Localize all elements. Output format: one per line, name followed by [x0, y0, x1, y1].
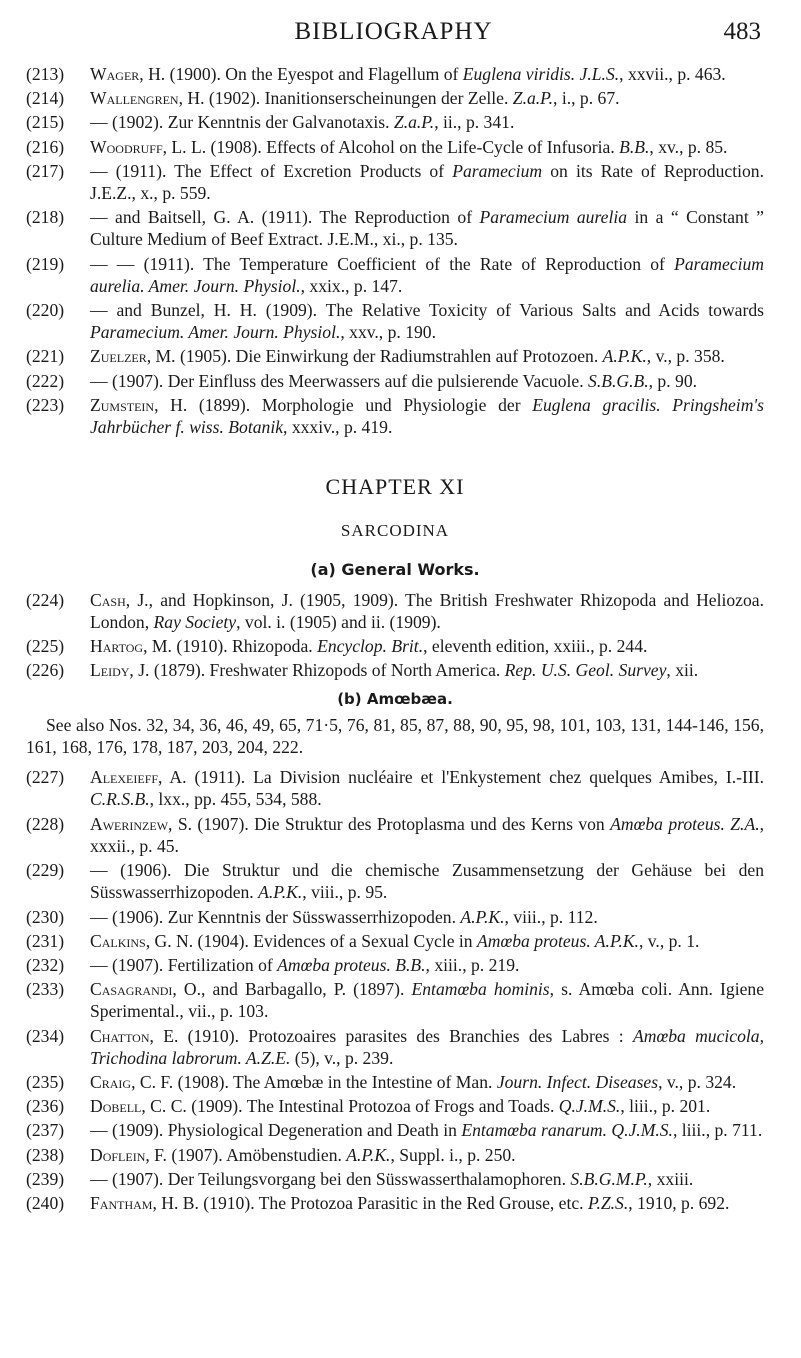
- entry-number: (225): [26, 636, 65, 657]
- bib-entry: [26, 253, 764, 297]
- entry-citation: , v., p. 1.: [638, 930, 700, 951]
- entry-title: — (1906). Zur Kenntnis der Süsswasserrhizopoden.: [90, 906, 461, 927]
- entry-number: (219): [26, 253, 65, 274]
- entry-number: (233): [26, 979, 65, 1000]
- entry-italic: S.B.G.M.P.: [570, 1168, 648, 1189]
- entry-author: Chatton, E.: [90, 1025, 179, 1046]
- entry-number: (230): [26, 906, 65, 927]
- entry-citation: , xxxii., p. 45.: [90, 813, 764, 856]
- entry-number: (236): [26, 1096, 65, 1117]
- entry-italic: Z.a.P.: [512, 88, 554, 109]
- entry-title: — and Baitsell, G. A. (1911). The Reproduction of: [90, 207, 480, 228]
- entry-citation: , viii., p. 112.: [504, 906, 598, 927]
- entry-citation: , xii.: [666, 660, 699, 681]
- entry-text: [90, 111, 764, 133]
- entry-title: (1907). Die Struktur des Protoplasma und des Kerns von: [192, 813, 611, 834]
- bib-entry: [26, 659, 764, 681]
- chapter-heading: CHAPTER XI: [325, 474, 465, 500]
- entry-citation: , xxix., p. 147.: [300, 275, 403, 296]
- entry-author: Hartog, M.: [90, 636, 172, 657]
- entry-text: [90, 370, 764, 392]
- entry-title: (1900). On the Eyespot and Flagellum of: [165, 64, 463, 84]
- entry-number: (213): [26, 64, 65, 84]
- bib-entry: [26, 906, 764, 928]
- entry-citation: , liii., p. 201.: [620, 1096, 711, 1117]
- entry-number: (234): [26, 1025, 65, 1046]
- entry-citation: , 1910, p. 692.: [628, 1192, 730, 1213]
- entry-title: (1910). Protozoaires parasites des Branchies des Labres :: [178, 1025, 633, 1046]
- bib-entry: [26, 370, 764, 392]
- bib-entry: [26, 1144, 764, 1166]
- chapter-title: SARCODINA: [340, 521, 450, 541]
- entry-title: (1910). The Protozoa Parasitic in the Red Grouse, etc.: [198, 1192, 588, 1213]
- entry-citation: , ii., p. 341.: [434, 112, 515, 133]
- entry-title: (1904). Evidences of a Sexual Cycle in: [193, 930, 478, 951]
- entry-citation: , xxv., p. 190.: [340, 322, 436, 343]
- entry-number: (218): [26, 207, 65, 228]
- entry-title: (1908). Effects of Alcohol on the Life-Cycle of Infusoria.: [206, 136, 620, 157]
- entry-number: (221): [26, 346, 65, 367]
- entry-italic: Euglena gracilis. Pringsheim's Jahrbücher f. wiss. Botanik: [90, 394, 765, 438]
- entry-number: (226): [26, 660, 65, 681]
- entry-italic: P.Z.S.: [587, 1192, 629, 1213]
- entry-author: Zumstein, H.: [90, 394, 188, 415]
- entry-text: [90, 1025, 764, 1069]
- entry-number: (215): [26, 112, 65, 133]
- entry-italic: A.P.K.: [346, 1144, 391, 1165]
- entry-number: (240): [26, 1192, 65, 1213]
- entry-title: , and Hopkinson, J. (1905, 1909). The British Freshwater Rhizopoda and Heliozoa. London,: [90, 589, 764, 633]
- entry-citation: , xxiii.: [647, 1168, 694, 1189]
- entry-text: [90, 1144, 764, 1166]
- bib-entry: [26, 299, 764, 343]
- entry-title: — (1907). Der Einfluss des Meerwassers auf die pulsierende Vacuole.: [90, 370, 589, 391]
- bib-entry: [26, 813, 764, 857]
- entry-number: (214): [26, 88, 65, 109]
- entry-italic: A.P.K.: [602, 346, 647, 367]
- entry-text: [90, 299, 764, 343]
- entry-text: [90, 1071, 764, 1093]
- see-also-note: See also Nos. 32, 34, 36, 46, 49, 65, 71·5, 76, 81, 85, 87, 88, 90, 95, 98, 101, 103, 131, 144-146, 156, 161, 168, 176, 178, 187, 203, 204, 222.: [26, 714, 764, 758]
- entry-text: [90, 1119, 764, 1141]
- bib-entry: [26, 136, 764, 158]
- entry-italic: Entamœba ranarum. Q.J.M.S.: [461, 1120, 673, 1141]
- entry-title: — (1902). Zur Kenntnis der Galvanotaxis.: [90, 112, 394, 133]
- entry-title: — and Bunzel, H. H. (1909). The Relative Toxicity of Various Salts and Acids towards: [90, 300, 764, 321]
- entry-number: (224): [26, 589, 65, 610]
- entry-text: [90, 253, 764, 297]
- bib-entry: [26, 589, 764, 633]
- entry-italic: Journ. Infect. Diseases: [496, 1071, 659, 1092]
- entry-title: (1905). Die Einwirkung der Radiumstrahlen auf Protozoen.: [175, 346, 603, 367]
- entry-number: (237): [26, 1120, 65, 1141]
- entry-italic: Amœba proteus. B.B.: [277, 954, 426, 975]
- entry-text: [90, 954, 764, 976]
- entry-title: (1910). Rhizopoda.: [171, 636, 318, 657]
- entry-number: (228): [26, 813, 65, 834]
- entry-number: (235): [26, 1071, 65, 1092]
- entry-text: [90, 1192, 764, 1214]
- entry-author: Leidy, J.: [90, 660, 150, 681]
- entry-title: — (1906). Die Struktur und die chemische Zusammensetzung der Gehäuse bei den Süsswasserrhizopoden.: [90, 860, 764, 903]
- entry-italic: Euglena viridis. J.L.S.: [462, 64, 620, 84]
- entry-italic: Rep. U.S. Geol. Survey: [504, 660, 667, 681]
- entry-italic: A.P.K.: [460, 906, 505, 927]
- entry-number: (229): [26, 860, 65, 881]
- running-title: BIBLIOGRAPHY: [294, 18, 493, 45]
- entry-citation: , viii., p. 95.: [302, 882, 388, 903]
- entry-number: (227): [26, 767, 65, 788]
- entry-author: Zuelzer, M.: [90, 346, 176, 367]
- entry-title: (1902). Inanitionserscheinungen der Zelle.: [204, 88, 513, 109]
- entry-italic: Paramecium aurelia: [479, 207, 628, 228]
- entry-number: (223): [26, 394, 65, 415]
- entry-citation: , p. 90.: [648, 370, 698, 391]
- entry-citation: , v., p. 358.: [646, 346, 725, 367]
- entry-text: [90, 930, 764, 952]
- entry-list-amoeba: [26, 766, 764, 1214]
- entry-text: [90, 589, 764, 633]
- entry-italic: S.B.G.B.: [588, 370, 649, 391]
- entry-number: (222): [26, 370, 65, 391]
- bib-entry: [26, 766, 764, 810]
- entry-author: Fantham, H. B.: [90, 1192, 199, 1213]
- entry-title: (1879). Freshwater Rhizopods of North America.: [149, 660, 505, 681]
- entry-title: (1911). La Division nucléaire et l'Enkystement chez quelques Amibes, I.-III.: [186, 767, 764, 788]
- entry-italic: A.P.K.: [258, 882, 303, 903]
- entry-title: — (1911). The Effect of Excretion Products of: [90, 160, 453, 181]
- entry-title: — (1909). Physiological Degeneration and Death in: [90, 1120, 462, 1141]
- entry-author: Wager, H.: [90, 64, 166, 84]
- entry-title: (1908). The Amœbæ in the Intestine of Man.: [173, 1071, 497, 1092]
- entry-citation: , xv., p. 85.: [649, 136, 728, 157]
- entry-citation: , vol. i. (1905) and ii. (1909).: [236, 612, 441, 633]
- entry-citation: , eleventh edition, xxiii., p. 244.: [423, 636, 648, 657]
- entry-number: (232): [26, 954, 65, 975]
- entry-text: [90, 906, 764, 928]
- entry-title: (1909). The Intestinal Protozoa of Frogs and Toads.: [186, 1096, 559, 1117]
- bib-entry: [26, 394, 764, 438]
- bib-entry: [26, 160, 764, 204]
- entry-citation: , liii., p. 711.: [672, 1120, 763, 1141]
- entry-title: — (1907). Der Teilungsvorgang bei den Süsswasserthalamophoren.: [90, 1168, 571, 1189]
- entry-author: Craig, C. F.: [90, 1071, 174, 1092]
- entry-text: [90, 859, 764, 903]
- bib-entry: [26, 1119, 764, 1141]
- bib-entry: [26, 1025, 764, 1069]
- entry-title: , and Barbagallo, P. (1897).: [201, 979, 412, 1000]
- entry-text: [90, 766, 764, 810]
- entry-author: Wallengren, H.: [90, 88, 205, 109]
- bib-entry: [26, 111, 764, 133]
- entry-italic: Q.J.M.S.: [558, 1096, 621, 1117]
- bib-entry: [26, 930, 764, 952]
- bibliography-content: [26, 63, 764, 1216]
- entry-text: [90, 813, 764, 857]
- entry-text: [90, 87, 764, 109]
- entry-text: [90, 160, 764, 204]
- bib-entry: [26, 1071, 764, 1093]
- entry-number: (239): [26, 1168, 65, 1189]
- entry-text: [90, 136, 764, 158]
- entry-citation: in a “ Constant ” Culture Medium of Beef Extract. J.E.M., xi., p. 135.: [90, 207, 764, 250]
- page-number: 483: [723, 18, 761, 45]
- bib-entry: [26, 87, 764, 109]
- entry-citation: , xxvii., p. 463.: [619, 64, 726, 84]
- entry-author: Doflein, F.: [90, 1144, 167, 1165]
- bib-entry: [26, 63, 764, 85]
- section-amoebaea: (b) Amœbæa.: [337, 689, 453, 708]
- entry-text: [90, 63, 764, 85]
- bib-entry: [26, 859, 764, 903]
- entry-number: (216): [26, 136, 65, 157]
- entry-author: Calkins, G. N.: [90, 930, 194, 951]
- bib-entry: [26, 345, 764, 367]
- entry-italic: Encyclop. Brit.: [317, 636, 424, 657]
- bib-entry: [26, 978, 764, 1022]
- entry-list-general: [26, 589, 764, 682]
- entry-italic: Ray Society: [153, 612, 237, 633]
- entry-author: Woodruff, L. L.: [90, 136, 207, 157]
- entry-italic: Amœba proteus. Z.A.: [610, 813, 760, 834]
- entry-title: — (1907). Fertilization of: [90, 954, 278, 975]
- bib-entry: [26, 1095, 764, 1117]
- entry-citation: , v., p. 324.: [658, 1071, 737, 1092]
- entry-italic: Entamœba hominis: [411, 979, 550, 1000]
- entry-italic: Amœba proteus. A.P.K.: [477, 930, 639, 951]
- entry-text: [90, 635, 764, 657]
- entry-italic: B.B.: [619, 136, 650, 157]
- entry-italic: Paramecium aurelia. Amer. Journ. Physiol.: [90, 253, 764, 296]
- entry-citation: , lxx., pp. 455, 534, 588.: [149, 789, 322, 810]
- bib-entry: [26, 206, 764, 250]
- entry-text: [90, 978, 764, 1022]
- entry-citation: , i., p. 67.: [553, 88, 620, 109]
- entry-italic: Paramecium. Amer. Journ. Physiol.: [90, 322, 341, 343]
- running-header: [26, 16, 761, 52]
- entry-text: [90, 345, 764, 367]
- entry-text: [90, 659, 764, 681]
- entry-text: [90, 1095, 764, 1117]
- bib-entry: [26, 635, 764, 657]
- entry-author: Casagrandi, O.: [90, 979, 202, 1000]
- entry-citation: , xiii., p. 219.: [425, 954, 520, 975]
- entry-citation: , s. Amœba coli. Ann. Igiene Sperimental., vii., p. 103.: [90, 979, 764, 1022]
- entry-title: — — (1911). The Temperature Coefficient of the Rate of Reproduction of: [90, 253, 675, 274]
- entry-citation: on its Rate of Reproduction. J.E.Z., x., p. 559.: [90, 160, 765, 204]
- entry-text: [90, 1168, 764, 1190]
- entry-citation: , Suppl. i., p. 250.: [390, 1144, 516, 1165]
- entry-list-top: [26, 63, 764, 438]
- entry-italic: Z.a.P.: [393, 112, 435, 133]
- entry-author: Awerinzew, S.: [90, 813, 193, 834]
- entry-italic: Amœba mucicola, Trichodina labrorum. A.Z.E.: [90, 1025, 764, 1068]
- entry-number: (231): [26, 930, 65, 951]
- entry-number: (220): [26, 300, 65, 321]
- bib-entry: [26, 1192, 764, 1214]
- entry-citation: (5), v., p. 239.: [290, 1047, 394, 1068]
- entry-number: (217): [26, 160, 65, 181]
- bib-entry: [26, 954, 764, 976]
- entry-italic: C.R.S.B.: [90, 789, 150, 810]
- entry-italic: Paramecium: [452, 160, 543, 181]
- entry-author: Alexeieff, A.: [90, 767, 187, 788]
- bib-entry: [26, 1168, 764, 1190]
- entry-citation: , xxxiv., p. 419.: [283, 417, 393, 438]
- entry-text: [90, 394, 764, 438]
- entry-number: (238): [26, 1144, 65, 1165]
- section-general-works: (a) General Works.: [310, 559, 480, 579]
- entry-author: Cash, J.: [90, 589, 149, 610]
- entry-text: [90, 206, 764, 250]
- entry-author: Dobell, C. C.: [90, 1096, 187, 1117]
- entry-title: (1899). Morphologie und Physiologie der: [187, 394, 533, 415]
- entry-title: (1907). Amöbenstudien.: [166, 1144, 347, 1165]
